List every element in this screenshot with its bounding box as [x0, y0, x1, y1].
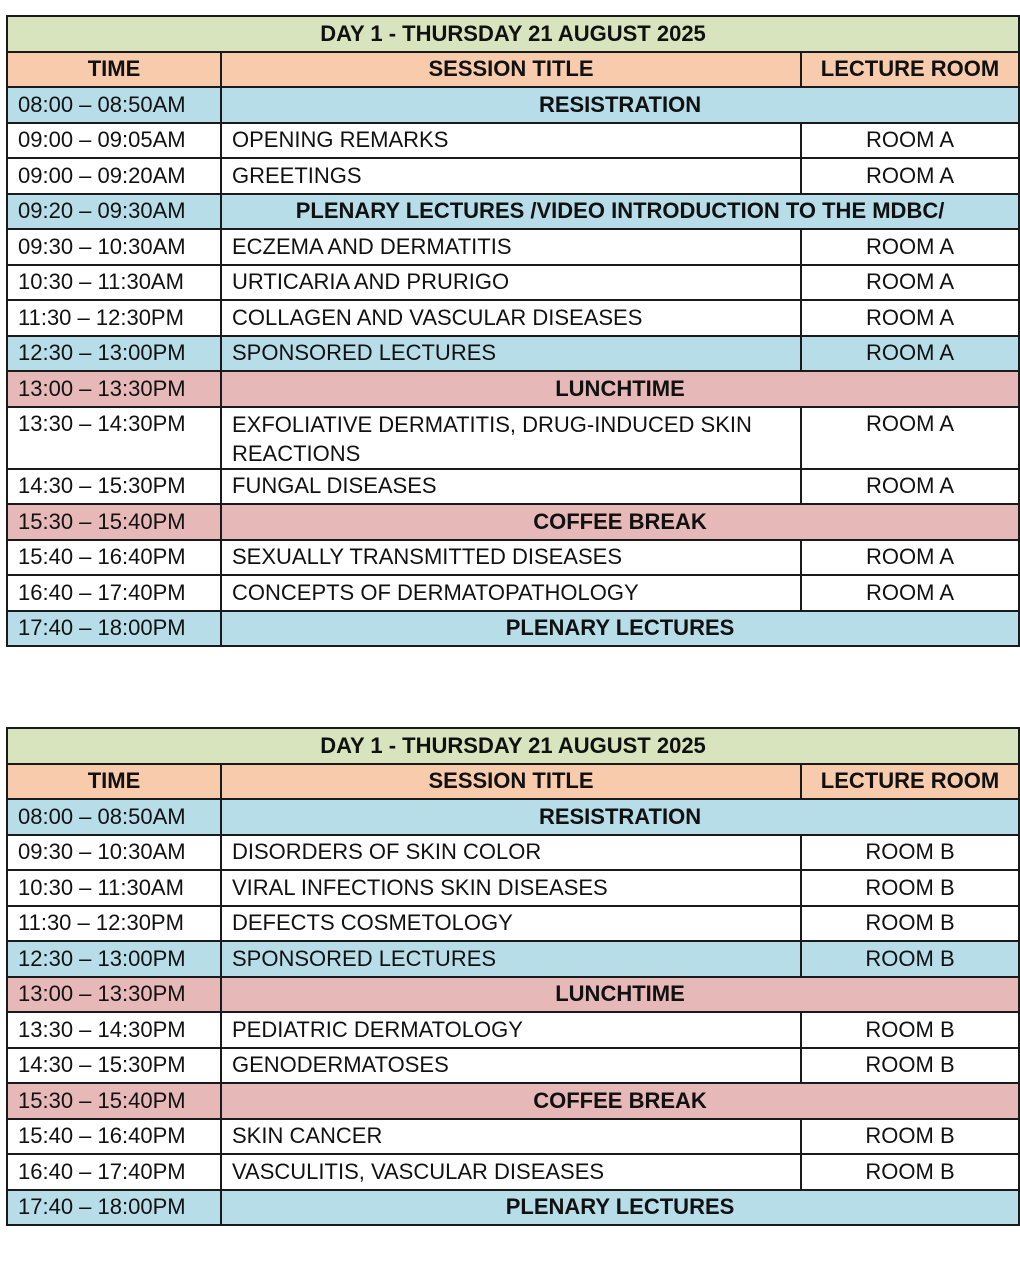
lecture-room: ROOM B	[801, 1119, 1019, 1155]
session-time: 08:00 – 08:50AM	[7, 87, 221, 123]
schedule-row	[7, 504, 1019, 540]
lecture-room: ROOM A	[801, 469, 1019, 505]
lecture-room: ROOM A	[801, 123, 1019, 159]
session-time: 15:30 – 15:40PM	[7, 504, 221, 540]
session-title: GENODERMATOSES	[221, 1048, 801, 1084]
lecture-room: ROOM B	[801, 1154, 1019, 1190]
session-banner: LUNCHTIME	[221, 977, 1019, 1013]
column-header-row	[7, 764, 1019, 800]
session-time: 09:30 – 10:30AM	[7, 835, 221, 871]
session-title: VIRAL INFECTIONS SKIN DISEASES	[221, 870, 801, 906]
session-banner: LUNCHTIME	[221, 371, 1019, 407]
lecture-room: ROOM B	[801, 941, 1019, 977]
session-title: SPONSORED LECTURES	[221, 941, 801, 977]
session-time: 10:30 – 11:30AM	[7, 265, 221, 301]
lecture-room: ROOM A	[801, 407, 1019, 469]
session-banner: PLENARY LECTURES	[221, 1190, 1019, 1226]
session-time: 12:30 – 13:00PM	[7, 941, 221, 977]
session-time: 09:20 – 09:30AM	[7, 194, 221, 230]
session-time: 16:40 – 17:40PM	[7, 1154, 221, 1190]
schedule-row	[7, 540, 1019, 576]
session-title: OPENING REMARKS	[221, 123, 801, 159]
session-banner: COFFEE BREAK	[221, 1083, 1019, 1119]
session-title: DEFECTS COSMETOLOGY	[221, 906, 801, 942]
schedule-body	[7, 728, 1019, 1225]
schedule-row	[7, 87, 1019, 123]
session-title: PEDIATRIC DERMATOLOGY	[221, 1012, 801, 1048]
session-banner: RESISTRATION	[221, 87, 1019, 123]
lecture-room: ROOM A	[801, 158, 1019, 194]
column-header-time: TIME	[7, 764, 221, 800]
schedule-row	[7, 799, 1019, 835]
schedule-row	[7, 906, 1019, 942]
schedule-row	[7, 1190, 1019, 1226]
session-time: 15:40 – 16:40PM	[7, 1119, 221, 1155]
schedule-row	[7, 941, 1019, 977]
lecture-room: ROOM A	[801, 265, 1019, 301]
schedule-row	[7, 870, 1019, 906]
schedule-row	[7, 265, 1019, 301]
lecture-room: ROOM B	[801, 870, 1019, 906]
session-time: 09:00 – 09:05AM	[7, 123, 221, 159]
schedule-row	[7, 336, 1019, 372]
lecture-room: ROOM A	[801, 540, 1019, 576]
session-banner: RESISTRATION	[221, 799, 1019, 835]
lecture-room: ROOM A	[801, 229, 1019, 265]
session-title: VASCULITIS, VASCULAR DISEASES	[221, 1154, 801, 1190]
session-time: 16:40 – 17:40PM	[7, 575, 221, 611]
session-time: 11:30 – 12:30PM	[7, 906, 221, 942]
schedule-row	[7, 469, 1019, 505]
session-title: FUNGAL DISEASES	[221, 469, 801, 505]
column-header-session-title: SESSION TITLE	[221, 52, 801, 88]
schedule-body	[7, 16, 1019, 646]
column-header-row	[7, 52, 1019, 88]
lecture-room: ROOM B	[801, 906, 1019, 942]
day-heading: DAY 1 - THURSDAY 21 AUGUST 2025	[7, 16, 1019, 52]
session-time: 14:30 – 15:30PM	[7, 1048, 221, 1084]
session-time: 17:40 – 18:00PM	[7, 611, 221, 647]
session-time: 09:00 – 09:20AM	[7, 158, 221, 194]
schedule-row	[7, 158, 1019, 194]
schedule-row	[7, 194, 1019, 230]
session-time: 13:00 – 13:30PM	[7, 371, 221, 407]
schedule-row	[7, 835, 1019, 871]
session-title: ECZEMA AND DERMATITIS	[221, 229, 801, 265]
lecture-room: ROOM A	[801, 336, 1019, 372]
schedule-row	[7, 1083, 1019, 1119]
schedule-row	[7, 407, 1019, 469]
session-banner: PLENARY LECTURES /VIDEO INTRODUCTION TO THE MDBC/	[221, 194, 1019, 230]
schedule-row	[7, 300, 1019, 336]
session-time: 10:30 – 11:30AM	[7, 870, 221, 906]
session-title: SEXUALLY TRANSMITTED DISEASES	[221, 540, 801, 576]
session-time: 12:30 – 13:00PM	[7, 336, 221, 372]
schedule-row	[7, 1119, 1019, 1155]
session-time: 13:30 – 14:30PM	[7, 1012, 221, 1048]
column-header-lecture-room: LECTURE ROOM	[801, 52, 1019, 88]
session-time: 08:00 – 08:50AM	[7, 799, 221, 835]
schedule-row	[7, 575, 1019, 611]
session-time: 13:30 – 14:30PM	[7, 407, 221, 469]
schedule-table-room-a	[6, 15, 1020, 647]
column-header-lecture-room: LECTURE ROOM	[801, 764, 1019, 800]
schedule-row	[7, 1154, 1019, 1190]
column-header-time: TIME	[7, 52, 221, 88]
session-title: EXFOLIATIVE DERMATITIS, DRUG-INDUCED SKIN REACTIONS	[221, 407, 801, 469]
schedule-row	[7, 977, 1019, 1013]
session-banner: PLENARY LECTURES	[221, 611, 1019, 647]
day-heading: DAY 1 - THURSDAY 21 AUGUST 2025	[7, 728, 1019, 764]
session-title: DISORDERS OF SKIN COLOR	[221, 835, 801, 871]
session-time: 17:40 – 18:00PM	[7, 1190, 221, 1226]
session-time: 13:00 – 13:30PM	[7, 977, 221, 1013]
session-time: 15:30 – 15:40PM	[7, 1083, 221, 1119]
schedule-row	[7, 229, 1019, 265]
lecture-room: ROOM B	[801, 835, 1019, 871]
session-title: URTICARIA AND PRURIGO	[221, 265, 801, 301]
schedule-row	[7, 371, 1019, 407]
session-time: 11:30 – 12:30PM	[7, 300, 221, 336]
schedule-table-room-b	[6, 727, 1020, 1226]
session-title: SPONSORED LECTURES	[221, 336, 801, 372]
schedule-row	[7, 611, 1019, 647]
column-header-session-title: SESSION TITLE	[221, 764, 801, 800]
lecture-room: ROOM B	[801, 1012, 1019, 1048]
session-time: 14:30 – 15:30PM	[7, 469, 221, 505]
session-time: 09:30 – 10:30AM	[7, 229, 221, 265]
session-title: GREETINGS	[221, 158, 801, 194]
lecture-room: ROOM A	[801, 300, 1019, 336]
lecture-room: ROOM A	[801, 575, 1019, 611]
day-heading-row	[7, 728, 1019, 764]
session-time: 15:40 – 16:40PM	[7, 540, 221, 576]
schedule-row	[7, 1012, 1019, 1048]
session-title: SKIN CANCER	[221, 1119, 801, 1155]
schedule-row	[7, 123, 1019, 159]
day-heading-row	[7, 16, 1019, 52]
session-banner: COFFEE BREAK	[221, 504, 1019, 540]
session-title: CONCEPTS OF DERMATOPATHOLOGY	[221, 575, 801, 611]
session-title: COLLAGEN AND VASCULAR DISEASES	[221, 300, 801, 336]
lecture-room: ROOM B	[801, 1048, 1019, 1084]
schedule-row	[7, 1048, 1019, 1084]
